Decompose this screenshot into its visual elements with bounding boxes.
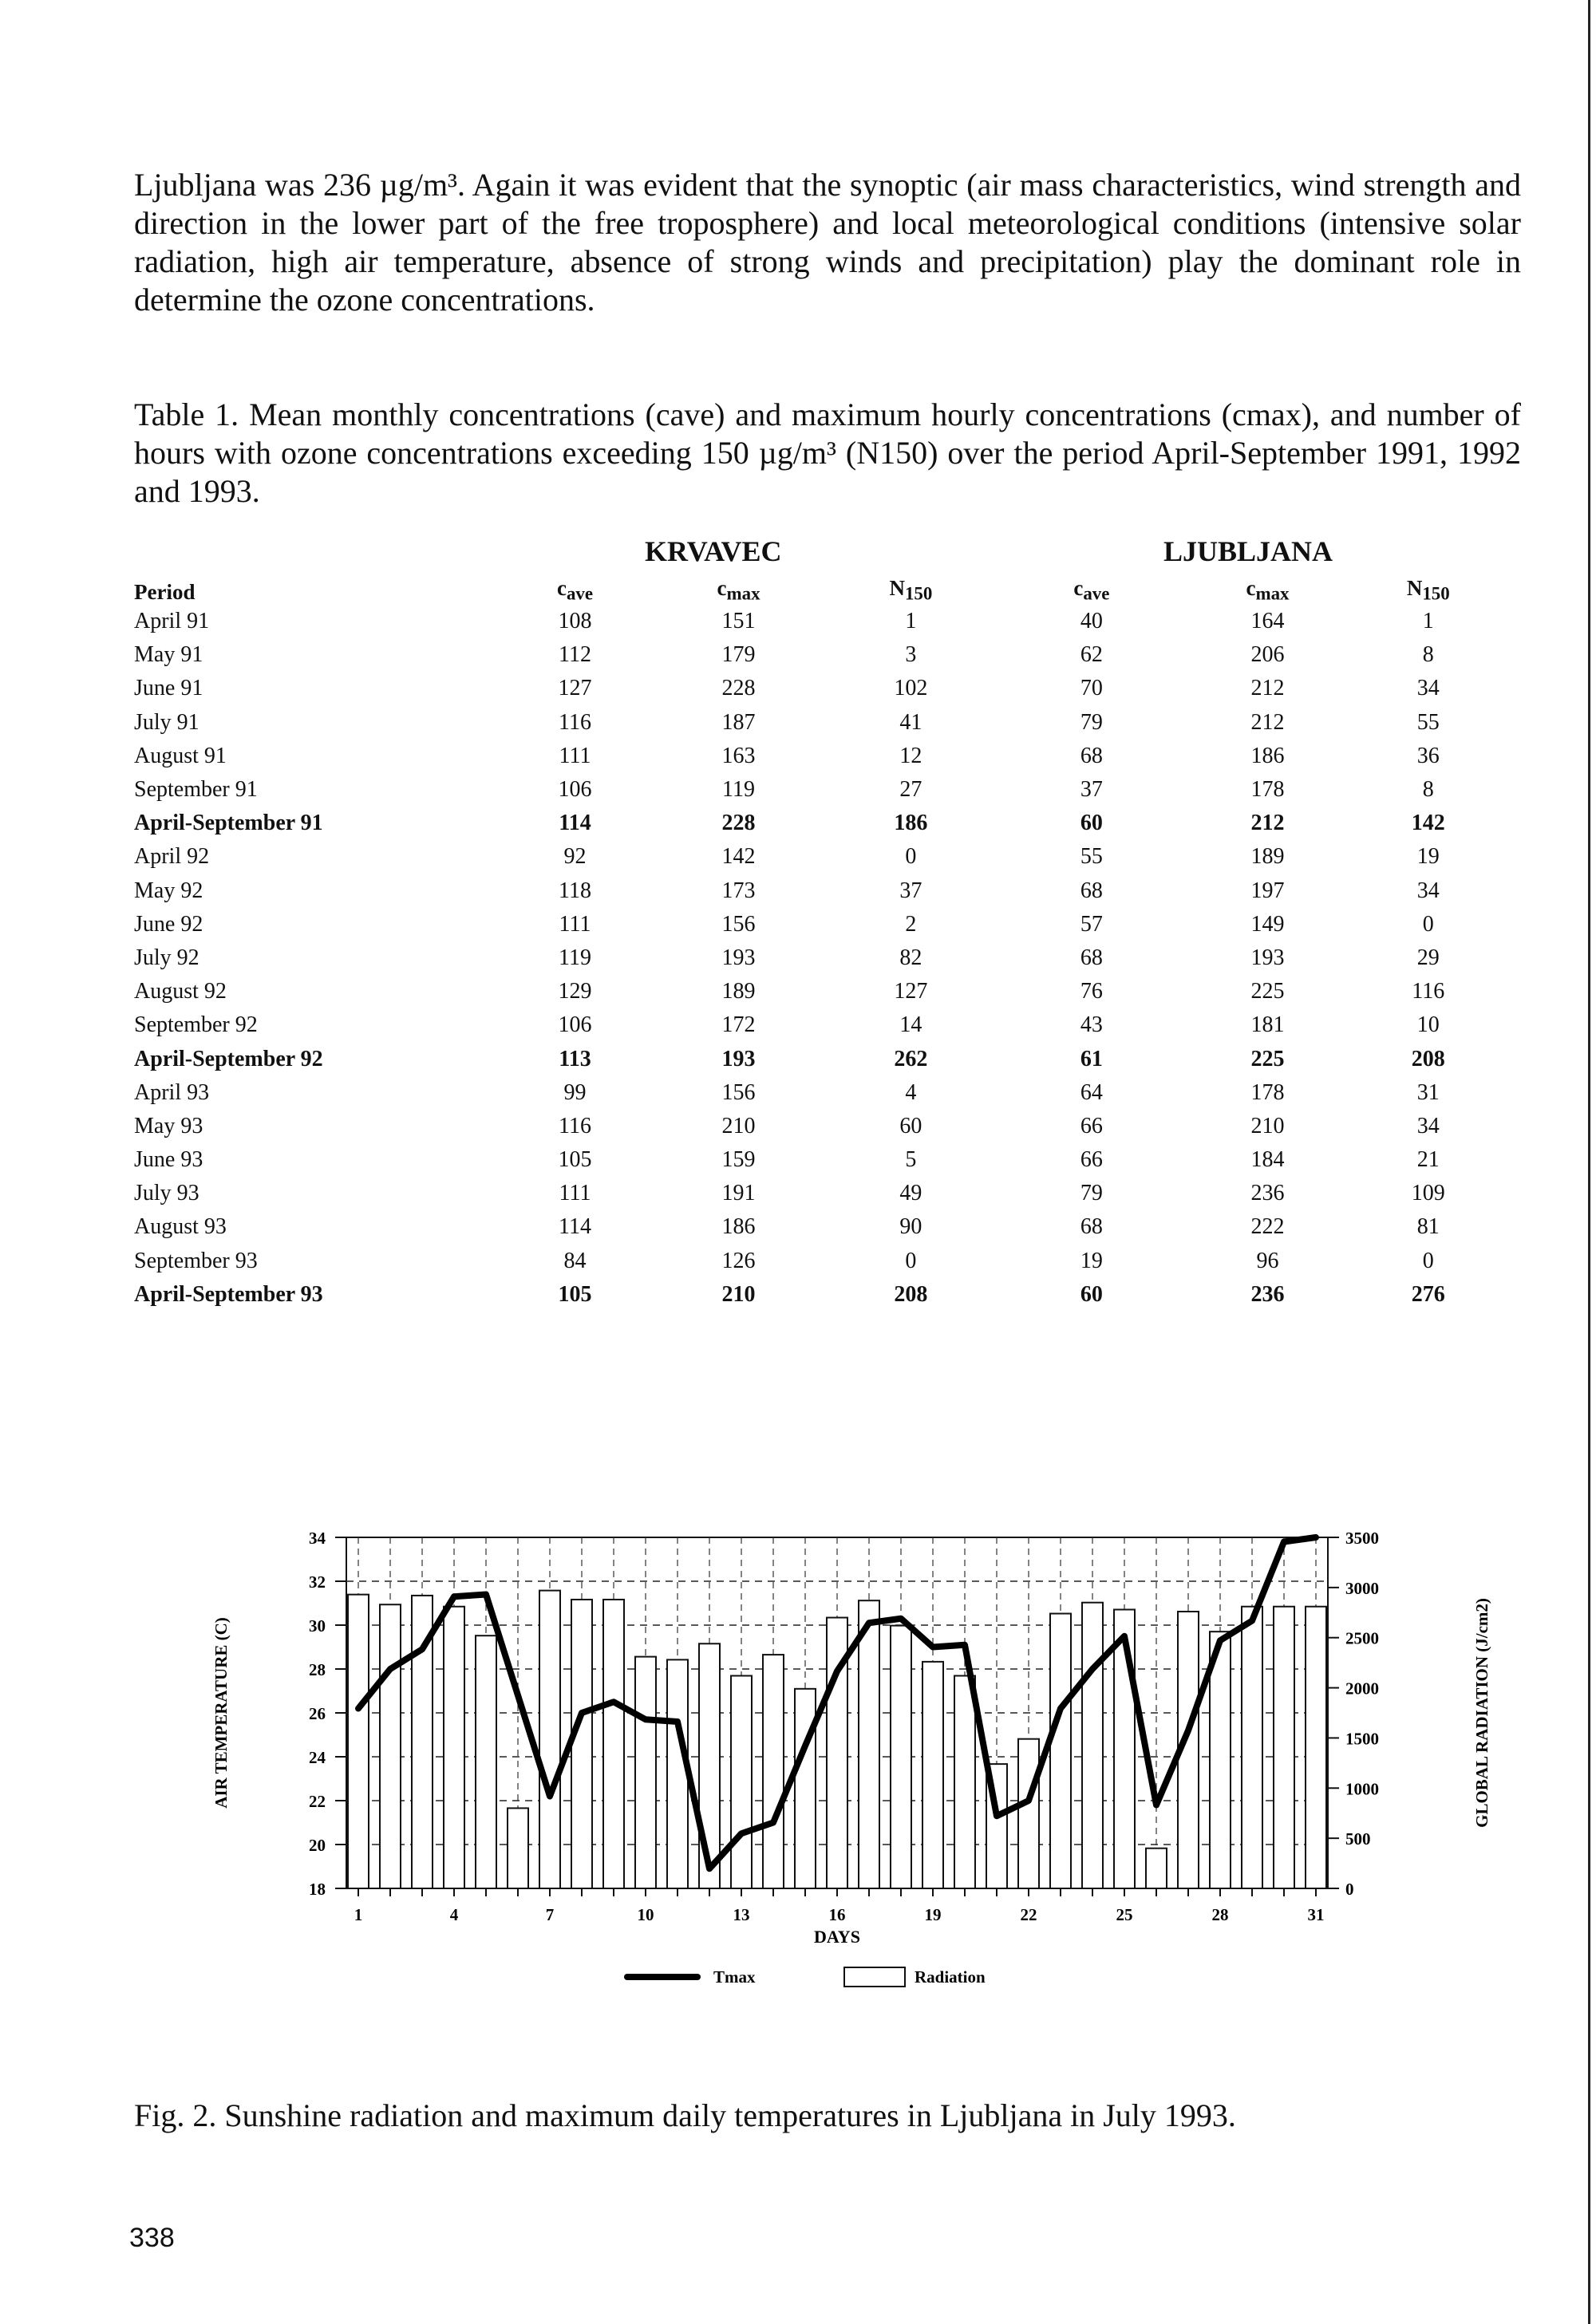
cell-ljubljana-n150: 0 bbox=[1422, 911, 1434, 937]
cell-period: June 93 bbox=[134, 1147, 203, 1173]
table-summary-row bbox=[134, 1042, 1507, 1075]
cell-krvavec-cave: 112 bbox=[559, 642, 591, 668]
radiation-bar bbox=[795, 1689, 816, 1888]
table-row bbox=[134, 840, 1507, 874]
x-tick-label: 16 bbox=[828, 1905, 846, 1924]
cell-ljubljana-cave: 79 bbox=[1080, 1181, 1103, 1206]
header-krvavec-cmax: $c_{max}$ bbox=[717, 576, 760, 604]
cell-krvavec-cave: 113 bbox=[559, 1046, 591, 1071]
cell-ljubljana-n150: 81 bbox=[1416, 1214, 1440, 1240]
cell-krvavec-cave: 114 bbox=[559, 811, 591, 836]
radiation-bar bbox=[1274, 1607, 1294, 1888]
header-ljubljana-n150: $N_{150}$ bbox=[1406, 576, 1450, 604]
radiation-bar bbox=[476, 1635, 496, 1888]
cell-ljubljana-cave: 62 bbox=[1080, 642, 1103, 668]
cell-ljubljana-n150: 34 bbox=[1416, 1113, 1440, 1138]
cell-krvavec-n150: 14 bbox=[899, 1012, 922, 1038]
y-tick-label-left: 30 bbox=[309, 1616, 326, 1635]
cell-period: April 93 bbox=[134, 1079, 210, 1105]
cell-ljubljana-n150: 8 bbox=[1422, 777, 1434, 803]
cell-ljubljana-n150: 10 bbox=[1416, 1012, 1440, 1038]
cell-krvavec-cmax: 189 bbox=[721, 979, 756, 1004]
cell-krvavec-cmax: 187 bbox=[721, 709, 756, 735]
cell-krvavec-n150: 186 bbox=[894, 811, 928, 836]
table-row bbox=[134, 773, 1507, 807]
cell-ljubljana-cmax: 225 bbox=[1250, 1046, 1285, 1071]
radiation-bar bbox=[1242, 1607, 1262, 1888]
table-caption: Table 1. Mean monthly concentrations (cave) and maximum hourly concentrations (cmax), and number of hours with ozone concentrations exceeding 150 µg/m³ (N150) over the period April-September 1991, 1992 and 1993. bbox=[134, 397, 1521, 509]
radiation-bar bbox=[699, 1643, 720, 1888]
y-tick-label-left: 24 bbox=[309, 1748, 326, 1767]
cell-krvavec-n150: 27 bbox=[899, 777, 922, 803]
y-tick-label-left: 34 bbox=[309, 1529, 326, 1548]
cell-krvavec-cmax: 173 bbox=[721, 878, 756, 903]
radiation-bar bbox=[635, 1657, 656, 1888]
cell-krvavec-n150: 37 bbox=[899, 878, 922, 903]
cell-ljubljana-cmax: 197 bbox=[1250, 878, 1285, 903]
cell-ljubljana-n150: 55 bbox=[1416, 709, 1440, 735]
radiation-bar bbox=[380, 1604, 401, 1888]
cell-ljubljana-cmax: 186 bbox=[1250, 743, 1285, 768]
cell-period: May 93 bbox=[134, 1113, 203, 1138]
cell-krvavec-n150: 60 bbox=[899, 1113, 922, 1138]
cell-krvavec-cave: 116 bbox=[559, 709, 591, 735]
cell-krvavec-n150: 3 bbox=[905, 642, 917, 668]
cell-period: April-September 92 bbox=[134, 1046, 323, 1071]
cell-ljubljana-n150: 142 bbox=[1411, 811, 1445, 836]
group-header-krvavec: KRVAVEC bbox=[645, 535, 782, 567]
cell-krvavec-cave: 99 bbox=[563, 1079, 587, 1105]
cell-ljubljana-cmax: 225 bbox=[1250, 979, 1285, 1004]
cell-period: May 92 bbox=[134, 878, 203, 903]
cell-period: July 93 bbox=[134, 1181, 200, 1206]
y-tick-label-left: 26 bbox=[309, 1704, 326, 1723]
cell-ljubljana-cave: 76 bbox=[1080, 979, 1103, 1004]
cell-krvavec-cave: 108 bbox=[558, 609, 592, 634]
cell-ljubljana-cmax: 96 bbox=[1256, 1248, 1279, 1273]
cell-ljubljana-cmax: 210 bbox=[1250, 1113, 1285, 1138]
cell-period: August 91 bbox=[134, 743, 227, 768]
cell-krvavec-cmax: 186 bbox=[721, 1214, 756, 1240]
x-tick-label: 31 bbox=[1307, 1905, 1325, 1924]
radiation-bar bbox=[859, 1600, 879, 1888]
legend-radiation-label: Radiation bbox=[915, 1967, 986, 1987]
cell-krvavec-n150: 4 bbox=[905, 1079, 917, 1105]
y-tick-label-right: 3000 bbox=[1345, 1578, 1379, 1598]
x-tick-label: 22 bbox=[1020, 1905, 1037, 1924]
legend-tmax-label: Tmax bbox=[713, 1967, 756, 1987]
cell-krvavec-cmax: 210 bbox=[721, 1113, 756, 1138]
cell-ljubljana-n150: 29 bbox=[1416, 945, 1440, 970]
intro-paragraph: Ljubljana was 236 µg/m³. Again it was evident that the synoptic (air mass characteristics, wind strength and direction in the lower part of the free troposphere) and local meteorological conditions (intensive solar radiation, high air temperature, absence of strong winds and precipitation) play the dominant role in determine the ozone concentrations. bbox=[134, 167, 1521, 318]
cell-krvavec-cmax: 156 bbox=[721, 1079, 756, 1105]
radiation-bar bbox=[954, 1675, 975, 1888]
cell-period: August 93 bbox=[134, 1214, 227, 1240]
x-tick-label: 10 bbox=[637, 1905, 654, 1924]
x-axis-label: DAYS bbox=[814, 1927, 860, 1947]
cell-ljubljana-n150: 21 bbox=[1416, 1147, 1440, 1173]
y-tick-label-right: 0 bbox=[1345, 1880, 1354, 1899]
table-summary-row bbox=[134, 807, 1507, 840]
cell-krvavec-cave: 111 bbox=[559, 743, 591, 768]
cell-period: September 93 bbox=[134, 1248, 258, 1273]
table-row bbox=[134, 908, 1507, 941]
radiation-bar bbox=[1146, 1849, 1167, 1888]
cell-ljubljana-cmax: 236 bbox=[1250, 1181, 1285, 1206]
cell-ljubljana-cave: 40 bbox=[1080, 609, 1103, 634]
cell-krvavec-cmax: 163 bbox=[721, 743, 756, 768]
cell-ljubljana-cave: 60 bbox=[1080, 811, 1103, 836]
table-row bbox=[134, 638, 1507, 672]
radiation-bar bbox=[922, 1662, 943, 1888]
cell-krvavec-n150: 1 bbox=[905, 609, 917, 634]
radiation-bar bbox=[571, 1600, 592, 1888]
y-tick-label-right: 3500 bbox=[1345, 1529, 1379, 1548]
cell-ljubljana-cave: 19 bbox=[1080, 1248, 1103, 1273]
cell-krvavec-cave: 84 bbox=[563, 1248, 587, 1273]
cell-ljubljana-cmax: 184 bbox=[1250, 1147, 1285, 1173]
radiation-bar bbox=[1082, 1603, 1103, 1888]
cell-ljubljana-cave: 37 bbox=[1080, 777, 1103, 803]
cell-ljubljana-cmax: 164 bbox=[1250, 609, 1285, 634]
cell-krvavec-cave: 92 bbox=[563, 844, 587, 870]
x-tick-label: 1 bbox=[354, 1905, 363, 1924]
y-tick-label-left: 18 bbox=[309, 1880, 326, 1899]
page-edge-line bbox=[1588, 0, 1590, 2324]
cell-period: June 92 bbox=[134, 911, 203, 937]
cell-krvavec-cave: 116 bbox=[559, 1113, 591, 1138]
header-ljubljana-cave: $c_{ave}$ bbox=[1073, 576, 1110, 604]
cell-ljubljana-cave: 43 bbox=[1080, 1012, 1103, 1038]
x-tick-label: 7 bbox=[545, 1905, 555, 1924]
cell-krvavec-n150: 0 bbox=[905, 1248, 917, 1273]
figure-2-chart bbox=[184, 1516, 1540, 2026]
cell-krvavec-cmax: 119 bbox=[722, 777, 756, 803]
table-header-row bbox=[134, 573, 1507, 605]
cell-ljubljana-n150: 34 bbox=[1416, 676, 1440, 701]
cell-krvavec-cave: 105 bbox=[558, 1281, 592, 1307]
cell-krvavec-n150: 5 bbox=[905, 1147, 917, 1173]
header-krvavec-cave: $c_{ave}$ bbox=[556, 576, 594, 604]
legend-radiation-swatch bbox=[844, 1967, 905, 1987]
cell-ljubljana-cmax: 178 bbox=[1250, 777, 1285, 803]
cell-period: June 91 bbox=[134, 676, 203, 701]
cell-krvavec-cmax: 210 bbox=[721, 1281, 756, 1307]
cell-ljubljana-cave: 79 bbox=[1080, 709, 1103, 735]
cell-ljubljana-n150: 8 bbox=[1422, 642, 1434, 668]
cell-krvavec-cmax: 193 bbox=[721, 1046, 756, 1071]
cell-krvavec-cmax: 159 bbox=[721, 1147, 756, 1173]
cell-ljubljana-cmax: 149 bbox=[1250, 911, 1285, 937]
header-period: Period bbox=[134, 580, 196, 604]
table-row bbox=[134, 874, 1507, 908]
cell-ljubljana-n150: 116 bbox=[1412, 979, 1445, 1004]
cell-ljubljana-cave: 68 bbox=[1080, 945, 1103, 970]
chart-svg bbox=[184, 1516, 1540, 2026]
cell-ljubljana-n150: 31 bbox=[1416, 1079, 1440, 1105]
y-tick-label-left: 20 bbox=[309, 1836, 326, 1855]
cell-ljubljana-n150: 109 bbox=[1411, 1181, 1445, 1206]
y-axis-label-left: AIR TEMPERATURE (C) bbox=[211, 1617, 231, 1809]
cell-ljubljana-cave: 55 bbox=[1080, 844, 1103, 870]
cell-ljubljana-cave: 68 bbox=[1080, 1214, 1103, 1240]
cell-ljubljana-cave: 57 bbox=[1080, 911, 1103, 937]
cell-krvavec-cave: 127 bbox=[558, 676, 592, 701]
cell-krvavec-n150: 102 bbox=[894, 676, 928, 701]
cell-ljubljana-cmax: 193 bbox=[1250, 945, 1285, 970]
cell-krvavec-cmax: 179 bbox=[721, 642, 756, 668]
table-row bbox=[134, 1177, 1507, 1210]
ozone-table bbox=[134, 573, 1507, 1312]
cell-krvavec-cave: 105 bbox=[558, 1147, 592, 1173]
cell-krvavec-n150: 90 bbox=[899, 1214, 922, 1240]
radiation-bar bbox=[539, 1591, 560, 1888]
radiation-bar bbox=[1050, 1614, 1071, 1888]
figure-caption: Fig. 2. Sunshine radiation and maximum daily temperatures in Ljubljana in July 1993. bbox=[134, 2097, 1236, 2133]
cell-krvavec-n150: 82 bbox=[899, 945, 922, 970]
radiation-bar bbox=[508, 1808, 528, 1888]
cell-period: May 91 bbox=[134, 642, 203, 668]
cell-ljubljana-cmax: 222 bbox=[1250, 1214, 1285, 1240]
cell-ljubljana-cmax: 212 bbox=[1250, 709, 1285, 735]
cell-ljubljana-n150: 34 bbox=[1416, 878, 1440, 903]
cell-krvavec-n150: 41 bbox=[899, 709, 922, 735]
cell-ljubljana-cmax: 236 bbox=[1250, 1281, 1285, 1307]
table-row bbox=[134, 1143, 1507, 1177]
y-tick-label-right: 2000 bbox=[1345, 1679, 1379, 1699]
y-tick-label-right: 2500 bbox=[1345, 1628, 1379, 1648]
cell-krvavec-cmax: 156 bbox=[721, 911, 756, 937]
cell-krvavec-n150: 0 bbox=[905, 844, 917, 870]
header-krvavec-n150: $N_{150}$ bbox=[889, 576, 933, 604]
cell-ljubljana-cmax: 212 bbox=[1250, 811, 1285, 836]
cell-krvavec-cmax: 126 bbox=[721, 1248, 756, 1273]
cell-krvavec-cave: 111 bbox=[559, 911, 591, 937]
cell-krvavec-n150: 49 bbox=[899, 1181, 922, 1206]
cell-period: September 92 bbox=[134, 1012, 258, 1038]
cell-krvavec-cmax: 191 bbox=[721, 1181, 756, 1206]
y-tick-label-right: 1500 bbox=[1345, 1729, 1379, 1749]
y-axis-label-right: GLOBAL RADIATION (J/cm2) bbox=[1472, 1598, 1491, 1828]
header-ljubljana-cmax: $c_{max}$ bbox=[1246, 576, 1290, 604]
radiation-bar bbox=[667, 1659, 688, 1888]
cell-period: September 91 bbox=[134, 777, 258, 803]
cell-period: April-September 93 bbox=[134, 1281, 323, 1307]
table-body bbox=[134, 605, 1507, 1312]
x-tick-label: 19 bbox=[924, 1905, 942, 1924]
group-header-ljubljana: LJUBLJANA bbox=[1163, 535, 1333, 567]
table-row bbox=[134, 1008, 1507, 1042]
cell-krvavec-cave: 106 bbox=[558, 777, 592, 803]
radiation-bar bbox=[444, 1607, 464, 1888]
table-row bbox=[134, 941, 1507, 975]
cell-ljubljana-cave: 64 bbox=[1080, 1079, 1103, 1105]
table-row bbox=[134, 1210, 1507, 1244]
cell-ljubljana-cave: 70 bbox=[1080, 676, 1103, 701]
cell-krvavec-cave: 106 bbox=[558, 1012, 592, 1038]
table-row bbox=[134, 1110, 1507, 1143]
cell-krvavec-cave: 114 bbox=[559, 1214, 591, 1240]
cell-krvavec-cmax: 142 bbox=[721, 844, 756, 870]
cell-ljubljana-cave: 68 bbox=[1080, 743, 1103, 768]
table-summary-row bbox=[134, 1278, 1507, 1312]
x-tick-label: 28 bbox=[1211, 1905, 1229, 1924]
y-tick-label-left: 28 bbox=[309, 1660, 326, 1679]
cell-ljubljana-n150: 276 bbox=[1411, 1281, 1445, 1307]
page-number: 338 bbox=[129, 2223, 175, 2253]
cell-period: April 91 bbox=[134, 609, 210, 634]
cell-krvavec-n150: 2 bbox=[905, 911, 917, 937]
cell-period: April 92 bbox=[134, 844, 210, 870]
y-tick-label-left: 22 bbox=[309, 1792, 326, 1811]
table-row bbox=[134, 706, 1507, 740]
cell-krvavec-cave: 111 bbox=[559, 1181, 591, 1206]
cell-krvavec-n150: 12 bbox=[899, 743, 922, 768]
y-tick-label-right: 500 bbox=[1345, 1829, 1371, 1849]
cell-ljubljana-n150: 36 bbox=[1416, 743, 1440, 768]
cell-ljubljana-cave: 68 bbox=[1080, 878, 1103, 903]
cell-period: July 91 bbox=[134, 709, 200, 735]
x-tick-label: 25 bbox=[1116, 1905, 1133, 1924]
cell-krvavec-cmax: 193 bbox=[721, 945, 756, 970]
table-row bbox=[134, 975, 1507, 1008]
cell-krvavec-n150: 208 bbox=[894, 1281, 928, 1307]
table-row bbox=[134, 740, 1507, 773]
cell-period: July 92 bbox=[134, 945, 200, 970]
cell-krvavec-cave: 118 bbox=[559, 878, 591, 903]
cell-ljubljana-cave: 66 bbox=[1080, 1113, 1103, 1138]
cell-ljubljana-cmax: 189 bbox=[1250, 844, 1285, 870]
cell-ljubljana-cave: 61 bbox=[1080, 1046, 1103, 1071]
cell-krvavec-cmax: 228 bbox=[721, 811, 756, 836]
radiation-bar bbox=[603, 1600, 624, 1888]
cell-ljubljana-cave: 60 bbox=[1080, 1281, 1103, 1307]
cell-ljubljana-n150: 208 bbox=[1411, 1046, 1445, 1071]
cell-period: August 92 bbox=[134, 979, 227, 1004]
cell-krvavec-cmax: 151 bbox=[721, 609, 756, 634]
cell-krvavec-cave: 129 bbox=[558, 979, 592, 1004]
cell-ljubljana-n150: 1 bbox=[1422, 609, 1434, 634]
y-tick-label-right: 1000 bbox=[1345, 1779, 1379, 1799]
cell-krvavec-n150: 127 bbox=[894, 979, 928, 1004]
radiation-bar bbox=[731, 1675, 752, 1888]
x-tick-label: 13 bbox=[733, 1905, 750, 1924]
cell-krvavec-n150: 262 bbox=[894, 1046, 928, 1071]
x-tick-label: 4 bbox=[449, 1905, 459, 1924]
radiation-bar bbox=[763, 1655, 784, 1888]
radiation-bar bbox=[348, 1595, 369, 1888]
cell-ljubljana-cave: 66 bbox=[1080, 1147, 1103, 1173]
radiation-bar bbox=[1018, 1739, 1039, 1888]
radiation-bar bbox=[891, 1626, 911, 1888]
cell-ljubljana-cmax: 206 bbox=[1250, 642, 1285, 668]
cell-krvavec-cmax: 172 bbox=[721, 1012, 756, 1038]
cell-krvavec-cmax: 228 bbox=[721, 676, 756, 701]
cell-krvavec-cave: 119 bbox=[559, 945, 591, 970]
cell-ljubljana-cmax: 178 bbox=[1250, 1079, 1285, 1105]
cell-ljubljana-cmax: 181 bbox=[1250, 1012, 1285, 1038]
cell-ljubljana-cmax: 212 bbox=[1250, 676, 1285, 701]
table-row bbox=[134, 1076, 1507, 1110]
table-row bbox=[134, 1245, 1507, 1278]
table-row bbox=[134, 672, 1507, 705]
radiation-bar bbox=[1306, 1607, 1326, 1888]
cell-period: April-September 91 bbox=[134, 811, 323, 836]
cell-ljubljana-n150: 0 bbox=[1422, 1248, 1434, 1273]
cell-ljubljana-n150: 19 bbox=[1416, 844, 1440, 870]
table-row bbox=[134, 605, 1507, 638]
y-tick-label-left: 32 bbox=[309, 1572, 326, 1592]
